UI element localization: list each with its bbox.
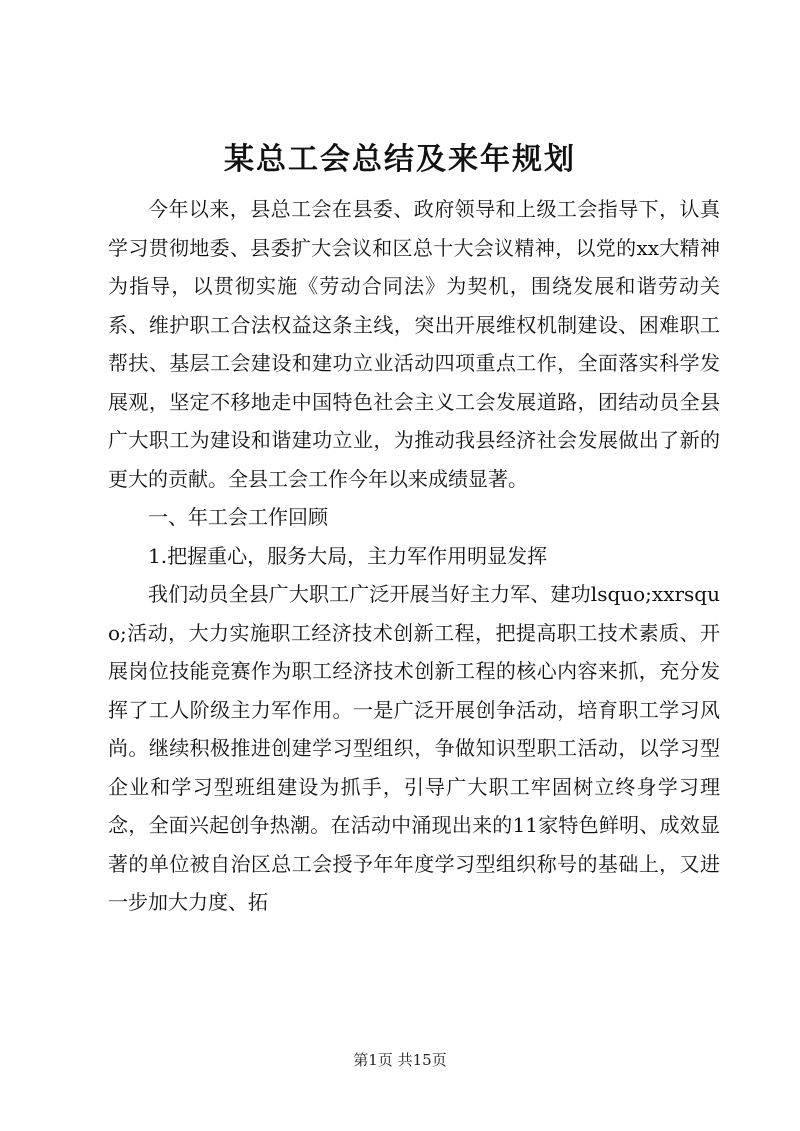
page-footer bbox=[0, 1050, 800, 1070]
page-number-label: 第1页 共15页 bbox=[353, 1051, 447, 1069]
body-paragraph: 我们动员全县广大职工广泛开展当好主力军、建功lsquo;xxrsquo;活动，大力实施职工经济技术创新工程，把提高职工技术素质、开展岗位技能竞赛作为职工经济技术创新工程的核心内容来抓，充分发挥了工人阶级主力军作用。一是广泛开展创争活动，培育职工学习风尚。继续积极推进创建学习型组织，争做知识型职工活动，以学习型企业和学习型班组建设为抓手，引导广大职工牢固树立终身学习理念，全面兴起创争热潮。在活动中涌现出来的11家特色鲜明、成效显著的单位被自治区总工会授予年年度学习型组织称号的基础上，又进一步加大力度、拓 bbox=[108, 582, 720, 914]
section-heading: 一、年工会工作回顾 bbox=[148, 505, 328, 529]
document-body bbox=[108, 190, 720, 922]
document-title: 某总工会总结及来年规划 bbox=[224, 142, 576, 177]
intro-paragraph: 今年以来，县总工会在县委、政府领导和上级工会指导下，认真学习贯彻地委、县委扩大会议和区总十大会议精神，以党的xx大精神为指导，以贯彻实施《劳动合同法》为契机，围绕发展和谐劳动关系、维护职工合法权益这条主线，突出开展维权机制建设、困难职工帮扶、基层工会建设和建功立业活动四项重点工作，全面落实科学发展观，坚定不移地走中国特色社会主义工会发展道路，团结动员全县广大职工为建设和谐建功立业，为推动我县经济社会发展做出了新的更大的贡献。全县工会工作今年以来成绩显著。 bbox=[108, 197, 720, 491]
subsection-heading: 1.把握重心，服务大局，主力军作用明显发挥 bbox=[148, 543, 548, 568]
